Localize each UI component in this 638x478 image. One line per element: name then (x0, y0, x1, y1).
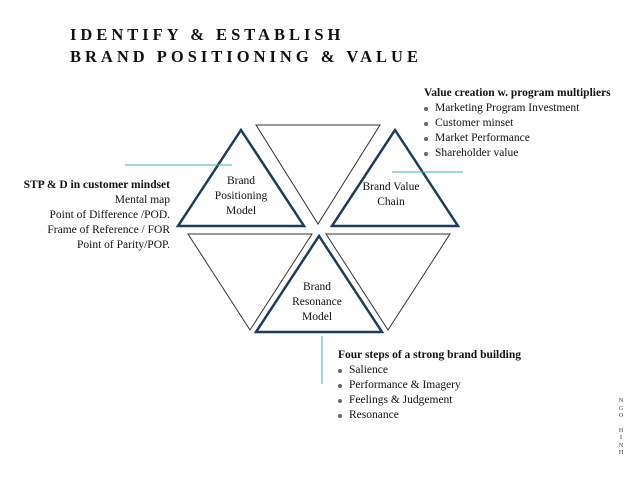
stp-line: Frame of Reference / FOR (47, 224, 170, 236)
label-brand-positioning: Brand Positioning Model (214, 175, 268, 217)
value-creation-block (424, 86, 634, 161)
label-brand-resonance: Brand Resonance Model (292, 281, 342, 323)
title-line-2: BRAND POSITIONING & VALUE (70, 47, 422, 66)
four-steps-heading: Four steps of a strong brand building (338, 349, 521, 361)
list-item: Marketing Program Investment (424, 101, 634, 116)
bullet-icon (424, 122, 428, 126)
stp-line: Point of Difference /POD. (49, 209, 170, 221)
stp-block (10, 178, 170, 253)
list-item: Feelings & Judgement (338, 393, 558, 408)
list-item: Resonance (338, 408, 558, 423)
stp-line: Point of Parity/POP. (77, 239, 170, 251)
list-item: Customer minset (424, 116, 634, 131)
label-brand-value-chain: Brand Value Chain (362, 181, 420, 208)
bullet-icon (424, 152, 428, 156)
vertical-author-text: N G O H I N H (618, 398, 624, 456)
list-item: Shareholder value (424, 146, 634, 161)
bullet-icon (424, 137, 428, 141)
stp-line: Mental map (114, 194, 170, 206)
list-item: Performance & Imagery (338, 378, 558, 393)
title-line-1: IDENTIFY & ESTABLISH (70, 25, 345, 44)
list-item: Market Performance (424, 131, 634, 146)
list-item: Salience (338, 363, 558, 378)
bullet-icon (338, 414, 342, 418)
stp-heading: STP & D in customer mindset (23, 179, 170, 191)
value-creation-heading: Value creation w. program multipliers (424, 87, 611, 99)
bullet-icon (338, 369, 342, 373)
bullet-icon (338, 384, 342, 388)
bullet-icon (338, 399, 342, 403)
bullet-icon (424, 107, 428, 111)
four-steps-block (338, 348, 558, 423)
